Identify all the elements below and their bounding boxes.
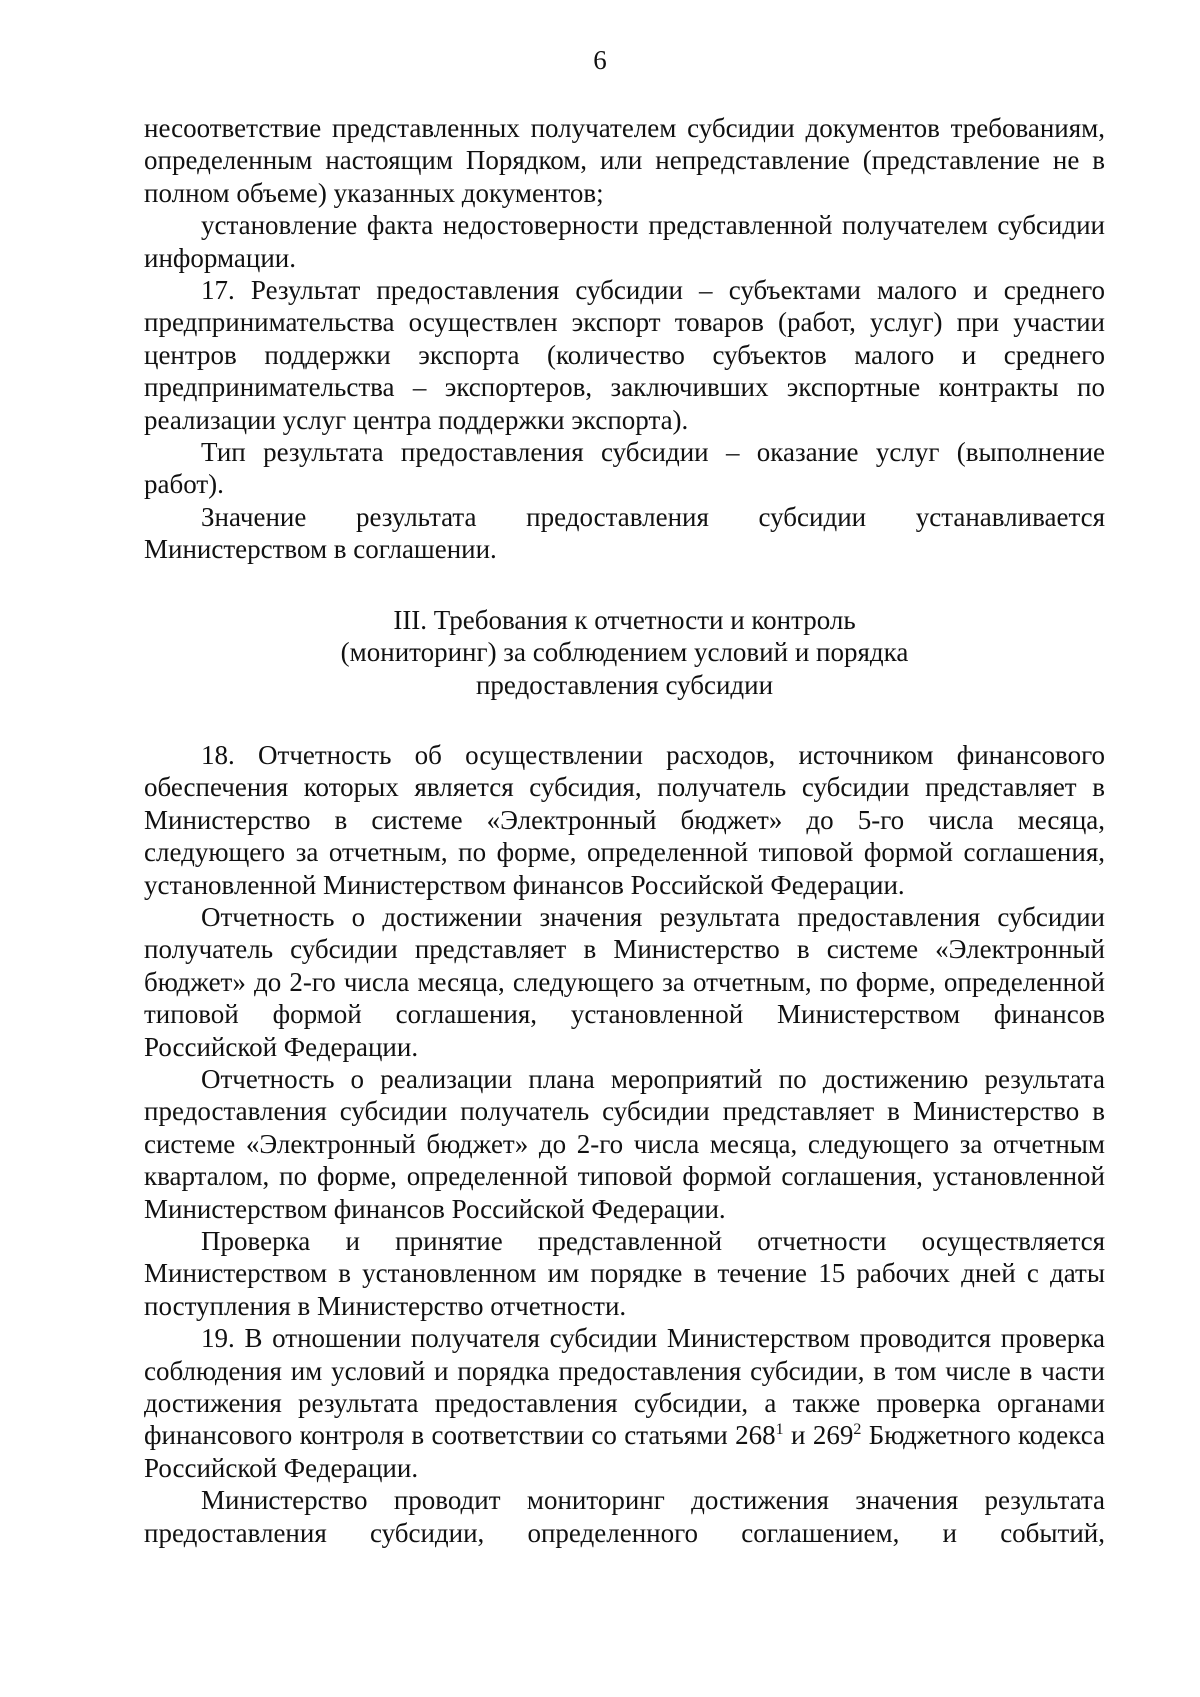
- paragraph-item-18: 18. Отчетность об осуществлении расходов, источником финансового обеспечения которых является субсидия, получатель субсидии представляет в Министерство в системе «Электронный бюджет» до 5-го числа месяца, следующего за отчетным, по форме, определенной типовой формой соглашения, установленной Министерством финансов Российской Федерации.: [144, 739, 1105, 900]
- paragraph: Министерство проводит мониторинг достижения значения результата предоставления субсидии, определенного соглашением, и событий,: [144, 1485, 1105, 1548]
- paragraph-item-17: 17. Результат предоставления субсидии – субъектами малого и среднего предпринимательства осуществлен экспорт товаров (работ, услуг) при участии центров поддержки экспорта (количество субъектов малого и среднего предпринимательства – экспортеров, заключивших экспортные контракты по реализации услуг центра поддержки экспорта).: [144, 275, 1105, 435]
- paragraph: Значение результата предоставления субсидии устанавливается Министерством в соглашении.: [144, 501, 1105, 565]
- text-run: 19. В отношении получателя субсидии Министерством проводится проверка соблюдения им условий и порядка предоставления субсидии, в том числе в части достижения результата предоставления субсидии, а также проверка органами финансового контроля в соответствии со статьями 268: [144, 1323, 1105, 1451]
- section-heading-line: (мониторинг) за соблюдением условий и порядка: [340, 637, 909, 668]
- section-heading-line: III. Требования к отчетности и контроль: [393, 604, 856, 635]
- text-run: и 269: [783, 1420, 854, 1451]
- superscript: 1: [775, 1421, 784, 1439]
- superscript: 2: [853, 1421, 862, 1439]
- document-body: [144, 112, 1105, 1549]
- paragraph: Проверка и принятие представленной отчетности осуществляется Министерством в установленном им порядке в течение 15 рабочих дней с даты поступления в Министерство отчетности.: [144, 1226, 1105, 1321]
- paragraph: установление факта недостоверности представленной получателем субсидии информации.: [144, 210, 1105, 273]
- paragraph: Отчетность о достижении значения результата предоставления субсидии получатель субсидии представляет в Министерство в системе «Электронный бюджет» до 2-го числа месяца, следующего за отчетным, по форме, определенной типовой формой соглашения, установленной Министерством финансов Российской Федерации.: [144, 901, 1105, 1062]
- paragraph: несоответствие представленных получателем субсидии документов требованиям, определенным настоящим Порядком, или непредставление (представление не в полном объеме) указанных документов;: [144, 113, 1105, 208]
- text-run: Бюджетного кодекса Российской Федерации.: [144, 1420, 1105, 1483]
- section-heading: [144, 604, 1105, 701]
- section-heading-line: предоставления субсидии: [475, 669, 774, 700]
- paragraph-item-19: [144, 1322, 1105, 1484]
- paragraph: Отчетность о реализации плана мероприятий по достижению результата предоставления субсидии получатель субсидии представляет в Министерство в системе «Электронный бюджет» до 2-го числа месяца, следующего за отчетным кварталом, по форме, определенной типовой формой соглашения, установленной Министерством финансов Российской Федерации.: [144, 1063, 1105, 1224]
- paragraph: Тип результата предоставления субсидии – оказание услуг (выполнение работ).: [144, 437, 1105, 500]
- page-number: 6: [593, 45, 607, 75]
